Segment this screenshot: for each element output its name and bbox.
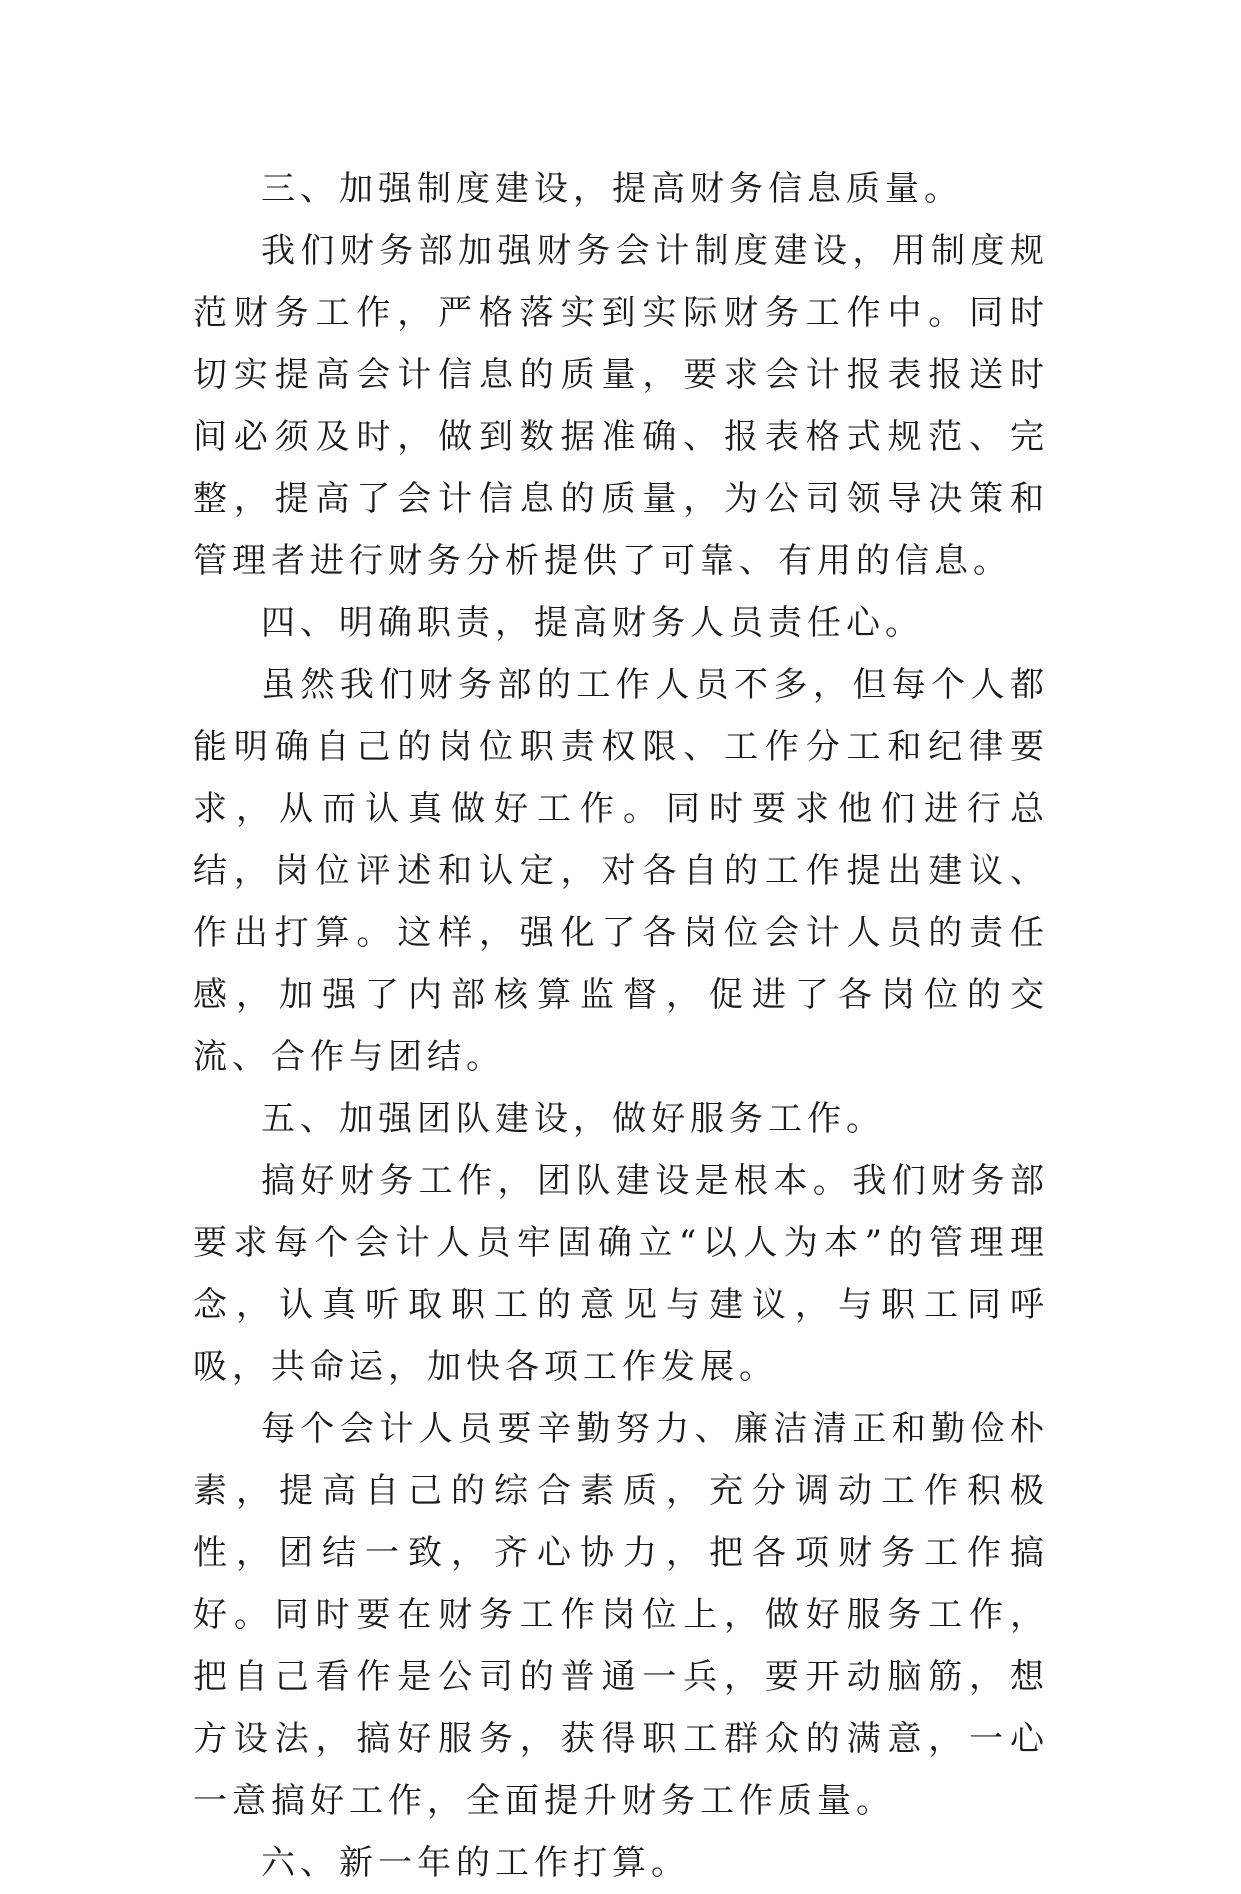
section-heading-6: 六、新一年的工作打算。: [261, 1843, 690, 1883]
body-paragraph: 我们财务部加强财务会计制度建设，用制度规范财务工作，严格落实到实际财务工作中。同时切实提高会计信息的质量，要求会计报表报送时间必须及时，做到数据准确、报表格式规范、完整，提高了会计信息的质量，为公司领导决策和管理者进行财务分析提供了可靠、有用的信息。: [193, 231, 1049, 581]
document-body: [193, 158, 1049, 1894]
section-heading-3: 三、加强制度建设，提高财务信息质量。: [261, 169, 963, 209]
section-heading-5: 五、加强团队建设，做好服务工作。: [261, 1099, 885, 1139]
body-paragraph: 虽然我们财务部的工作人员不多，但每个人都能明确自己的岗位职责权限、工作分工和纪律要求，从而认真做好工作。同时要求他们进行总结，岗位评述和认定，对各自的工作提出建议、作出打算。这样，强化了各岗位会计人员的责任感，加强了内部核算监督，促进了各岗位的交流、合作与团结。: [193, 665, 1049, 1077]
body-paragraph: 搞好财务工作，团队建设是根本。我们财务部要求每个会计人员牢固确立“以人为本”的管理理念，认真听取职工的意见与建议，与职工同呼吸，共命运，加快各项工作发展。: [193, 1161, 1049, 1387]
section-heading-4: 四、明确职责，提高财务人员责任心。: [261, 603, 924, 643]
body-paragraph: 每个会计人员要辛勤努力、廉洁清正和勤俭朴素，提高自己的综合素质，充分调动工作积极性，团结一致，齐心协力，把各项财务工作搞好。同时要在财务工作岗位上，做好服务工作，把自己看作是公司的普通一兵，要开动脑筋，想方设法，搞好服务，获得职工群众的满意，一心一意搞好工作，全面提升财务工作质量。: [193, 1409, 1049, 1821]
